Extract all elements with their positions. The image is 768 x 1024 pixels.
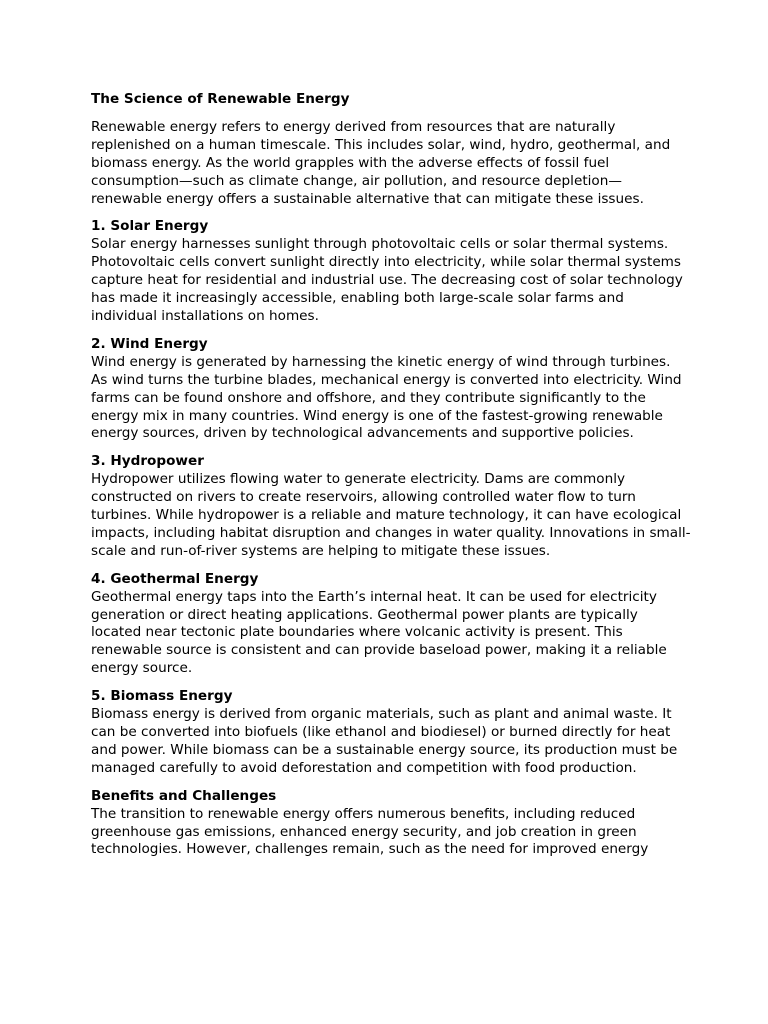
section-body: Wind energy is generated by harnessing the kinetic energy of wind through turbines. As wind turns the turbine blades, mechanical energy is converted into electricity. Wind farms can be found onshore and offshore, and they contribute significantly to the energy mix in many countries. Wind energy is one of the fastest-growing renewable energy sources, driven by technological advancements and supportive policies. — [91, 353, 682, 442]
document-title: The Science of Renewable Energy — [91, 91, 350, 107]
section-heading: Benefits and Challenges — [91, 787, 277, 804]
section-benefits-and-challenges — [91, 788, 691, 860]
section-heading: 5. Biomass Energy — [91, 688, 233, 705]
section-wind-energy — [91, 336, 691, 443]
section-solar-energy — [91, 218, 691, 325]
section-geothermal-energy — [91, 571, 691, 678]
section-heading: 1. Solar Energy — [91, 218, 209, 235]
section-body: The transition to renewable energy offers numerous benefits, including reduced greenhouse gas emissions, enhanced energy security, and job creation in green technologies. However, challenges remain, such as the need for improved energy — [91, 805, 649, 858]
document-page — [91, 91, 691, 869]
section-hydropower — [91, 453, 691, 560]
section-heading: 3. Hydropower — [91, 453, 204, 470]
intro-paragraph: Renewable energy refers to energy derived from resources that are naturally replenished on a human timescale. This includes solar, wind, hydro, geothermal, and biomass energy. As the world grapples with the adverse effects of fossil fuel consumption—such as climate change, air pollution, and resource depletion—renewable energy offers a sustainable alternative that can mitigate these issues. — [91, 118, 671, 207]
section-body: Hydropower utilizes flowing water to generate electricity. Dams are commonly constructed on rivers to create reservoirs, allowing controlled water flow to turn turbines. While hydropower is a reliable and mature technology, it can have ecological impacts, including habitat disruption and changes in water quality. Innovations in small-scale and run-of-river systems are helping to mitigate these issues. — [91, 471, 691, 559]
section-heading: 4. Geothermal Energy — [91, 570, 259, 587]
section-body: Biomass energy is derived from organic materials, such as plant and animal waste. It can be converted into biofuels (like ethanol and biodiesel) or burned directly for heat and power. While biomass can be a sustainable energy source, its production must be managed carefully to avoid deforestation and competition with food production. — [91, 706, 678, 776]
section-body: Geothermal energy taps into the Earth’s internal heat. It can be used for electricity generation or direct heating applications. Geothermal power plants are typically located near tectonic plate boundaries where volcanic activity is present. This renewable source is consistent and can provide baseload power, making it a reliable energy source. — [91, 588, 667, 677]
section-body: Solar energy harnesses sunlight through photovoltaic cells or solar thermal systems. Photovoltaic cells convert sunlight directly into electricity, while solar thermal systems capture heat for residential and industrial use. The decreasing cost of solar technology has made it increasingly accessible, enabling both large-scale solar farms and individual installations on homes. — [91, 236, 683, 324]
section-heading: 2. Wind Energy — [91, 335, 208, 352]
section-biomass-energy — [91, 688, 691, 778]
